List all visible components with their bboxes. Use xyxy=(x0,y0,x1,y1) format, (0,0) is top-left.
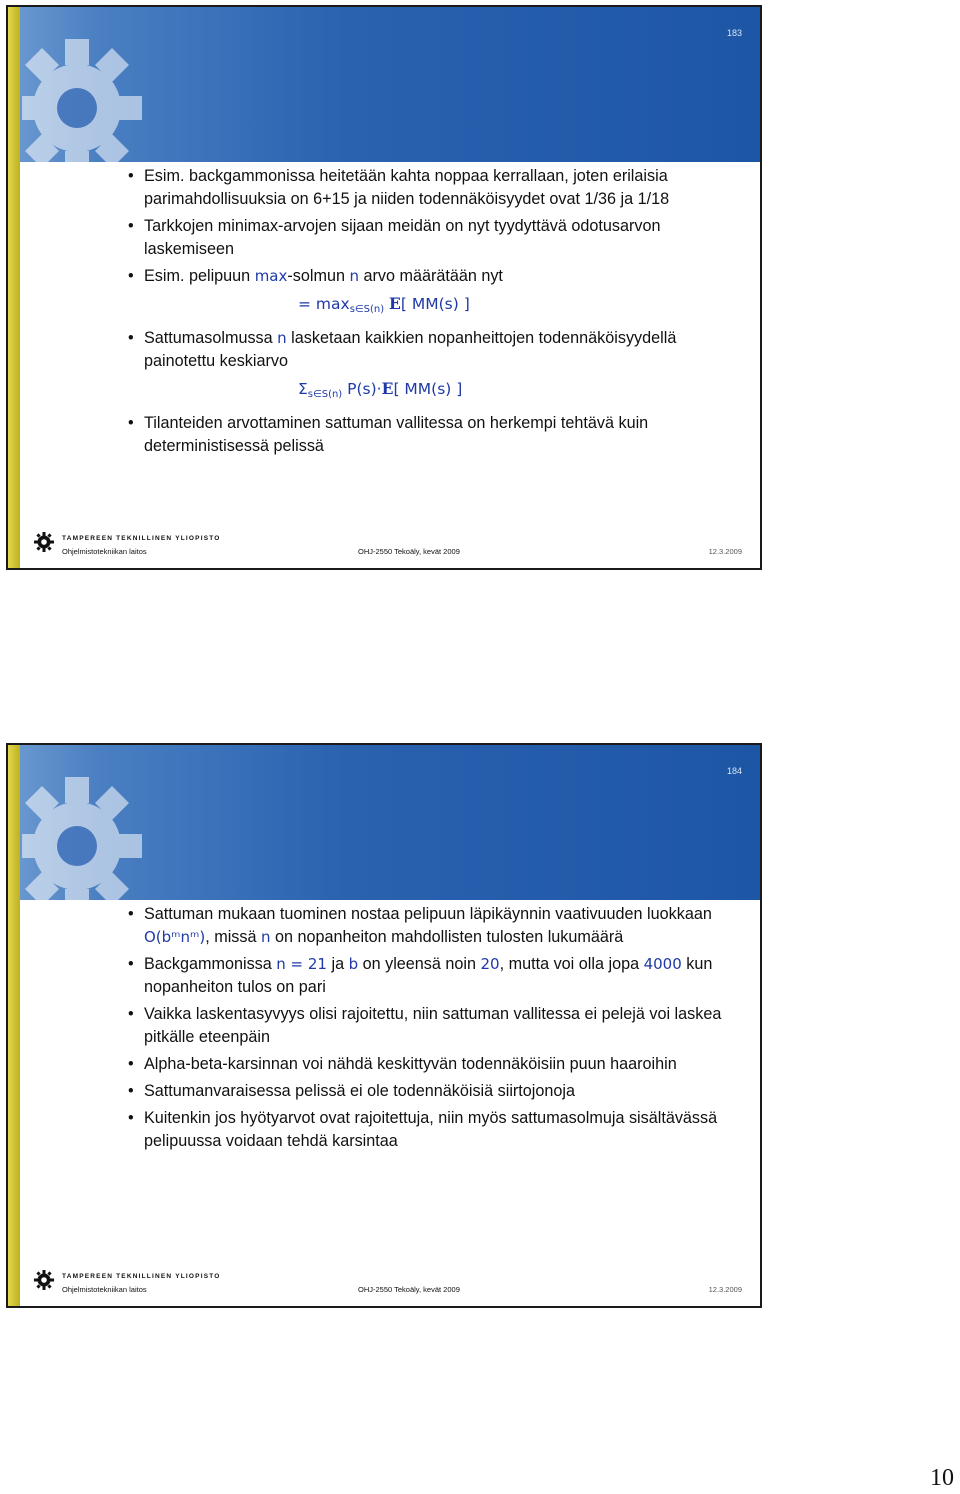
math-n: n xyxy=(349,267,359,285)
university-name: TAMPEREEN TEKNILLINEN YLIOPISTO xyxy=(62,535,221,542)
expectimax-formula xyxy=(128,292,730,321)
text-run: Esim. pelipuun xyxy=(144,267,255,285)
bullet-item: • Tarkkojen minimax-arvojen sijaan meidän on nyt tyydyttävä odotusarvon laskemiseen xyxy=(128,215,730,261)
expectation-symbol: E xyxy=(381,379,394,398)
page-number: 10 xyxy=(930,1465,954,1491)
expectation-symbol: E xyxy=(389,294,401,313)
bullet-item xyxy=(128,903,730,949)
slide-footer xyxy=(34,1270,742,1298)
slide-date: 12.3.2009 xyxy=(708,547,742,556)
bullet-item xyxy=(128,953,730,999)
bullet-item xyxy=(128,327,730,373)
text-run: , mutta voi olla jopa xyxy=(499,955,644,973)
bullet-item xyxy=(128,265,730,288)
slide-number: 184 xyxy=(726,766,742,776)
slide-183 xyxy=(6,5,762,570)
text-run: Sattumasolmussa xyxy=(144,329,278,347)
slide-number: 183 xyxy=(726,28,742,38)
university-logo-icon xyxy=(34,1270,54,1290)
department-name: Ohjelmistotekniikan laitos xyxy=(62,547,147,556)
slide-body xyxy=(128,165,730,462)
university-name: TAMPEREEN TEKNILLINEN YLIOPISTO xyxy=(62,1273,221,1280)
text-run: arvo määrätään nyt xyxy=(358,267,503,285)
math-value-4000: 4000 xyxy=(643,955,682,973)
formula-subscript: s∈S(n) xyxy=(307,389,343,400)
math-max: max xyxy=(254,267,288,285)
course-name: OHJ-2550 Tekoäly, kevät 2009 xyxy=(358,1285,460,1294)
bullet-item: • Tilanteiden arvottaminen sattuman vallitessa on herkempi tehtävä kuin deterministisessä pelissä xyxy=(128,412,730,458)
slide-body xyxy=(128,903,730,1157)
slide-date: 12.3.2009 xyxy=(708,1285,742,1294)
math-n-equals: n = 21 xyxy=(276,955,327,973)
text-run: Backgammonissa xyxy=(144,955,277,973)
slide-184 xyxy=(6,743,762,1308)
accent-bar xyxy=(8,7,20,568)
text-run: kun nopanheiton tulos on pari xyxy=(144,955,713,996)
math-n: n xyxy=(277,329,287,347)
slide-footer xyxy=(34,532,742,560)
text-run: Sattuman mukaan tuominen nostaa pelipuun läpikäynnin vaativuuden luokkaan xyxy=(144,905,712,923)
math-value-20: 20 xyxy=(480,955,500,973)
math-complexity: O(bᵐnᵐ) xyxy=(144,928,206,946)
formula-subscript: s∈S(n) xyxy=(349,304,385,315)
probability-term: P(s)· xyxy=(347,380,382,398)
text-run: ja xyxy=(326,955,349,973)
math-n: n xyxy=(261,928,271,946)
department-name: Ohjelmistotekniikan laitos xyxy=(62,1285,147,1294)
text-run: on nopanheiton mahdollisten tulosten lukumäärä xyxy=(270,928,624,946)
sigma-symbol: Σ xyxy=(298,380,308,398)
formula-rest: [ MM(s) ] xyxy=(393,380,463,398)
text-run: -solmun xyxy=(287,267,350,285)
text-run: , missä xyxy=(205,928,261,946)
text-run: on yleensä noin xyxy=(358,955,481,973)
bullet-item: • Alpha-beta-karsinnan voi nähdä keskittyvän todennäköisiin puun haaroihin xyxy=(128,1053,730,1076)
formula-lhs: = max xyxy=(298,295,350,313)
accent-bar xyxy=(8,745,20,1306)
bullet-item: • Esim. backgammonissa heitetään kahta noppaa kerrallaan, joten erilaisia parimahdollisuuksia on 6+15 ja niiden todennäköisyydet ovat 1/36 ja 1/18 xyxy=(128,165,730,211)
course-name: OHJ-2550 Tekoäly, kevät 2009 xyxy=(358,547,460,556)
bullet-item: • Sattumanvaraisessa pelissä ei ole todennäköisiä siirtojonoja xyxy=(128,1080,730,1103)
math-b: b xyxy=(348,955,359,973)
bullet-item: • Vaikka laskentasyvyys olisi rajoitettu, niin sattuman vallitessa ei pelejä voi laskea pitkälle eteenpäin xyxy=(128,1003,730,1049)
university-logo-icon xyxy=(34,532,54,552)
bullet-item: • Kuitenkin jos hyötyarvot ovat rajoitettuja, niin myös sattumasolmuja sisältävässä pelipuussa voidaan tehdä karsintaa xyxy=(128,1107,730,1153)
formula-rest: [ MM(s) ] xyxy=(400,295,470,313)
chance-node-formula xyxy=(128,377,730,406)
text-run: lasketaan kaikkien nopanheittojen todennäköisyydellä painotettu keskiarvo xyxy=(144,329,677,370)
